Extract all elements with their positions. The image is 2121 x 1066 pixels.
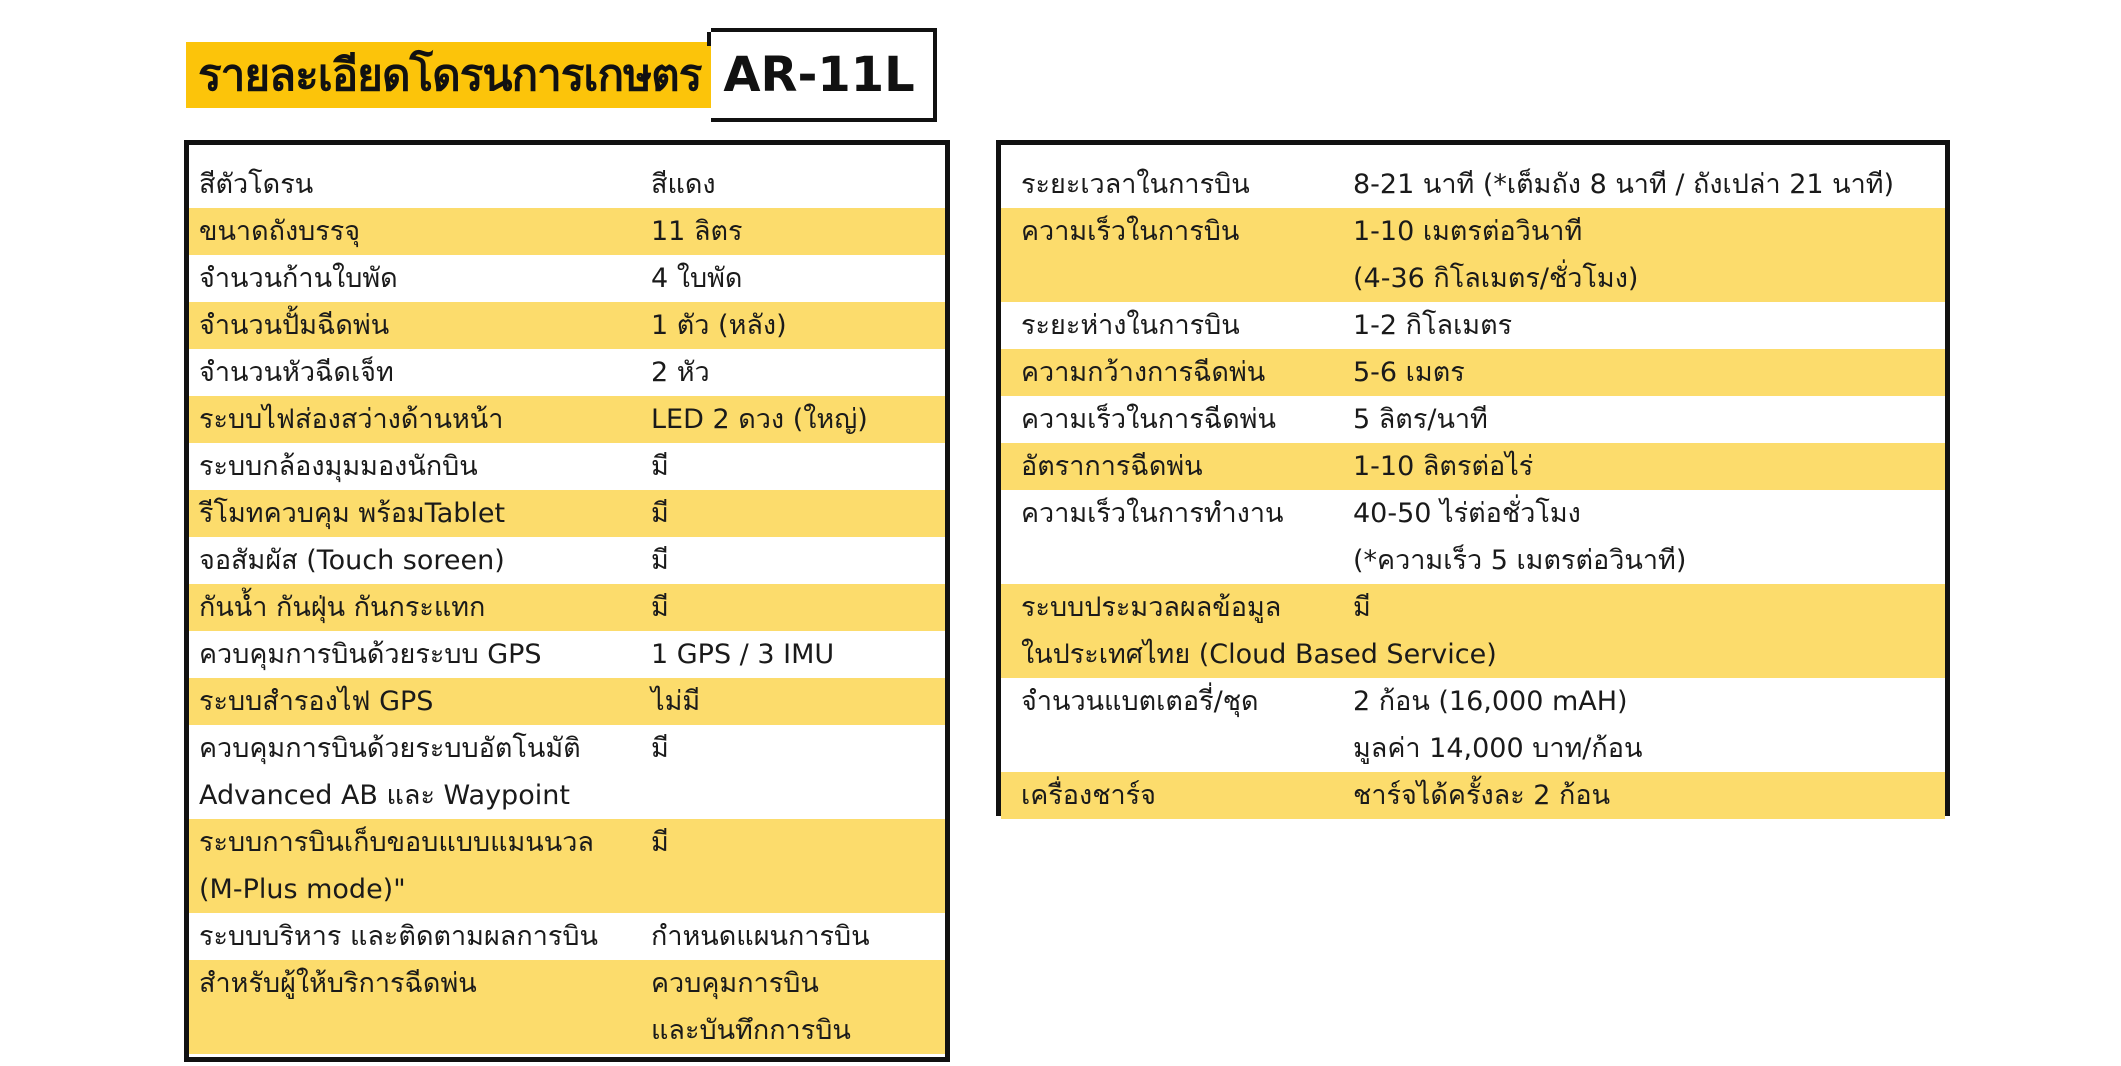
spec-label: จำนวนปั้มฉีดพ่น [199,310,390,341]
table-row [189,208,945,255]
spec-label: จอสัมผัส (Touch soreen) [199,545,505,576]
table-row [189,302,945,349]
spec-label: ความเร็วในการฉีดพ่น [1021,404,1276,435]
spec-label: ระบบกล้องมุมมองนักบิน [199,451,478,482]
spec-label: สำหรับผู้ให้บริการฉีดพ่น [199,968,477,999]
spec-value: 1-10 เมตรต่อวินาที (4-36 กิโลเมตร/ชั่วโมง) [1353,216,1639,294]
table-row [189,913,945,960]
spec-value: สีแดง [651,169,716,200]
table-row [189,725,945,819]
spec-label: ระบบสำรองไฟ GPS [199,686,434,717]
table-row [1001,161,1945,208]
table-row [189,161,945,208]
spec-value: 1-2 กิโลเมตร [1353,310,1513,341]
spec-value: 1 GPS / 3 IMU [651,639,835,670]
spec-label: ระบบไฟส่องสว่างด้านหน้า [199,404,504,435]
spec-label: ระบบการบินเก็บขอบแบบแมนนวล (M-Plus mode)" [199,827,594,905]
table-row [189,255,945,302]
table-row [189,443,945,490]
spec-value: มี [651,545,669,576]
table-row [189,490,945,537]
spec-value: 8-21 นาที (*เต็มถัง 8 นาที / ถังเปล่า 21 นาที) [1353,169,1895,200]
spec-label: ควบคุมการบินด้วยระบบอัตโนมัติ Advanced AB และ Waypoint [199,733,581,811]
table-row [1001,490,1945,584]
spec-value: ชาร์จได้ครั้งละ 2 ก้อน [1353,780,1611,811]
spec-value: 2 หัว [651,357,710,388]
spec-label: ควบคุมการบินด้วยระบบ GPS [199,639,542,670]
spec-value: 1 ตัว (หลัง) [651,310,787,341]
model-name: AR-11L [711,28,936,122]
table-row [1001,678,1945,772]
table-row [1001,396,1945,443]
spec-value: 1-10 ลิตรต่อไร่ [1353,451,1534,482]
spec-label: ความเร็วในการบิน [1021,216,1240,247]
table-row [1001,349,1945,396]
spec-value: 40-50 ไร่ต่อชั่วโมง (*ความเร็ว 5 เมตรต่อวินาที) [1353,498,1687,576]
spec-value: 11 ลิตร [651,216,743,247]
spec-label: สีตัวโดรน [199,169,314,200]
spec-value: มี [651,498,669,529]
spec-value: มี [651,592,669,623]
spec-label-continuation: ในประเทศไทย (Cloud Based Service) [1021,639,1497,670]
spec-label: รีโมทควบคุม พร้อมTablet [199,498,506,529]
spec-value: 5 ลิตร/นาที [1353,404,1488,435]
spec-label: ความเร็วในการทำงาน [1021,498,1284,529]
spec-value: มี [651,827,669,858]
table-row [189,349,945,396]
spec-value: มี [651,733,669,764]
spec-label: ความกว้างการฉีดพ่น [1021,357,1266,388]
table-row [1001,443,1945,490]
spec-value: ควบคุมการบิน และบันทึกการบิน [651,968,851,1046]
spec-value: ไม่มี [651,686,701,717]
spec-table-right [996,140,1950,816]
spec-value: 2 ก้อน (16,000 mAH) มูลค่า 14,000 บาท/ก้อน [1353,686,1643,764]
spec-label: ระยะเวลาในการบิน [1021,169,1250,200]
spec-label: ระบบประมวลผลข้อมูล [1021,592,1282,623]
spec-label: ระบบบริหาร และติดตามผลการบิน [199,921,598,952]
spec-label: ขนาดถังบรรจุ [199,216,361,247]
spec-value: มี [651,451,669,482]
spec-label: เครื่องชาร์จ [1021,780,1156,811]
table-row [1001,208,1945,302]
table-row [189,584,945,631]
spec-value: 5-6 เมตร [1353,357,1465,388]
spec-label: จำนวนแบตเตอรี่/ชุด [1021,686,1259,717]
spec-label: จำนวนหัวฉีดเจ็ท [199,357,394,388]
table-row [189,631,945,678]
spec-value: 4 ใบพัด [651,263,743,294]
spec-label: ระยะห่างในการบิน [1021,310,1240,341]
spec-label: อัตราการฉีดพ่น [1021,451,1203,482]
table-row [1001,584,1945,678]
table-row [189,396,945,443]
page-header [186,28,937,122]
spec-value: มี [1353,592,1371,623]
table-row [189,537,945,584]
spec-label: จำนวนก้านใบพัด [199,263,398,294]
table-row [1001,302,1945,349]
spec-label: กันน้ำ กันฝุ่น กันกระแทก [199,592,486,623]
table-row [1001,772,1945,819]
spec-value: LED 2 ดวง (ใหญ่) [651,404,868,435]
spec-value: กำหนดแผนการบิน [651,921,870,952]
page-title: รายละเอียดโดรนการเกษตร [186,42,711,108]
spec-table-left [184,140,950,1062]
table-row [189,678,945,725]
table-row [189,819,945,913]
table-row [189,960,945,1054]
